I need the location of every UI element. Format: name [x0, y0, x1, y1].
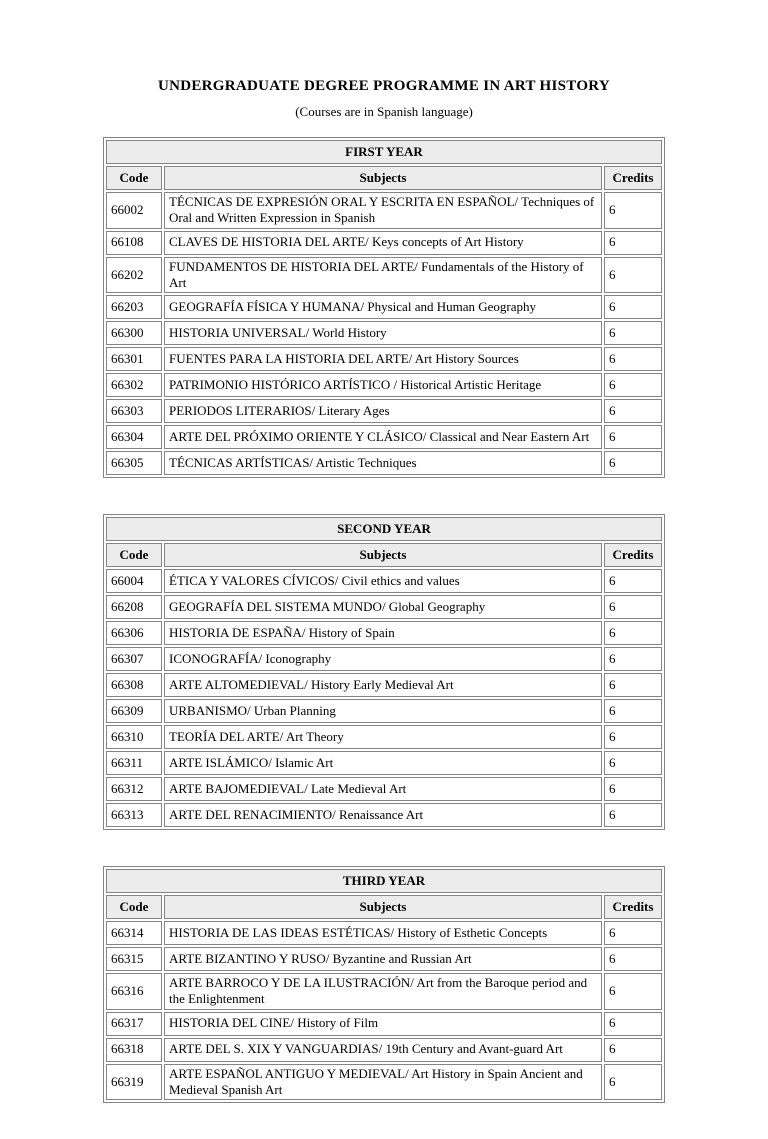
table-row	[106, 1038, 662, 1062]
year-title-row	[106, 517, 662, 541]
table-row	[106, 347, 662, 371]
code-cell: 66312	[106, 777, 162, 801]
credits-cell: 6	[604, 647, 662, 671]
code-cell: 66004	[106, 569, 162, 593]
column-header-row	[106, 895, 662, 919]
code-cell: 66301	[106, 347, 162, 371]
credits-cell: 6	[604, 673, 662, 697]
page-title: UNDERGRADUATE DEGREE PROGRAMME IN ART HISTORY	[157, 78, 611, 94]
table-row	[106, 699, 662, 723]
code-cell: 66300	[106, 321, 162, 345]
credits-cell: 6	[604, 399, 662, 423]
table-row	[106, 621, 662, 645]
credits-cell: 6	[604, 921, 662, 945]
code-cell: 66316	[106, 973, 162, 1010]
year-title-row	[106, 869, 662, 893]
subject-cell: PATRIMONIO HISTÓRICO ARTÍSTICO / Historical Artistic Heritage	[164, 373, 602, 397]
table-row	[106, 595, 662, 619]
column-header-subjects: Subjects	[164, 543, 602, 567]
subject-cell: ICONOGRAFÍA/ Iconography	[164, 647, 602, 671]
credits-cell: 6	[604, 973, 662, 1010]
column-header-subjects: Subjects	[164, 166, 602, 190]
code-cell: 66208	[106, 595, 162, 619]
year-title-row	[106, 140, 662, 164]
tables-container	[103, 137, 665, 1103]
table-title-first-year: FIRST YEAR	[106, 140, 662, 164]
column-header-credits: Credits	[604, 166, 662, 190]
table-row	[106, 373, 662, 397]
credits-cell: 6	[604, 257, 662, 294]
credits-cell: 6	[604, 192, 662, 229]
table-row	[106, 921, 662, 945]
subject-cell: ARTE ISLÁMICO/ Islamic Art	[164, 751, 602, 775]
credits-cell: 6	[604, 777, 662, 801]
subject-cell: URBANISMO/ Urban Planning	[164, 699, 602, 723]
table-row	[106, 425, 662, 449]
code-cell: 66318	[106, 1038, 162, 1062]
subject-cell: CLAVES DE HISTORIA DEL ARTE/ Keys concepts of Art History	[164, 231, 602, 255]
subject-cell: FUENTES PARA LA HISTORIA DEL ARTE/ Art History Sources	[164, 347, 602, 371]
code-cell: 66314	[106, 921, 162, 945]
credits-cell: 6	[604, 699, 662, 723]
table-row	[106, 777, 662, 801]
code-cell: 66308	[106, 673, 162, 697]
table-row	[106, 1012, 662, 1036]
credits-cell: 6	[604, 1038, 662, 1062]
subject-cell: ARTE BAJOMEDIEVAL/ Late Medieval Art	[164, 777, 602, 801]
column-header-row	[106, 543, 662, 567]
table-row	[106, 947, 662, 971]
course-table-third-year	[103, 866, 665, 1103]
credits-cell: 6	[604, 425, 662, 449]
code-cell: 66310	[106, 725, 162, 749]
credits-cell: 6	[604, 947, 662, 971]
subject-cell: ARTE DEL S. XIX Y VANGUARDIAS/ 19th Century and Avant-guard Art	[164, 1038, 602, 1062]
code-cell: 66002	[106, 192, 162, 229]
credits-cell: 6	[604, 751, 662, 775]
subject-cell: ÉTICA Y VALORES CÍVICOS/ Civil ethics and values	[164, 569, 602, 593]
table-row	[106, 321, 662, 345]
table-row	[106, 257, 662, 294]
subject-cell: GEOGRAFÍA FÍSICA Y HUMANA/ Physical and Human Geography	[164, 295, 602, 319]
subject-cell: ARTE DEL PRÓXIMO ORIENTE Y CLÁSICO/ Classical and Near Eastern Art	[164, 425, 602, 449]
table-row	[106, 192, 662, 229]
subject-cell: HISTORIA DEL CINE/ History of Film	[164, 1012, 602, 1036]
credits-cell: 6	[604, 347, 662, 371]
subject-cell: GEOGRAFÍA DEL SISTEMA MUNDO/ Global Geography	[164, 595, 602, 619]
table-title-third-year: THIRD YEAR	[106, 869, 662, 893]
column-header-row	[106, 166, 662, 190]
column-header-code: Code	[106, 543, 162, 567]
credits-cell: 6	[604, 231, 662, 255]
subject-cell: HISTORIA UNIVERSAL/ World History	[164, 321, 602, 345]
code-cell: 66311	[106, 751, 162, 775]
code-cell: 66304	[106, 425, 162, 449]
column-header-code: Code	[106, 895, 162, 919]
code-cell: 66303	[106, 399, 162, 423]
credits-cell: 6	[604, 595, 662, 619]
table-row	[106, 751, 662, 775]
code-cell: 66302	[106, 373, 162, 397]
code-cell: 66305	[106, 451, 162, 475]
table-row	[106, 973, 662, 1010]
table-row	[106, 569, 662, 593]
column-header-credits: Credits	[604, 543, 662, 567]
subject-cell: HISTORIA DE ESPAÑA/ History of Spain	[164, 621, 602, 645]
subject-cell: FUNDAMENTOS DE HISTORIA DEL ARTE/ Fundamentals of the History of Art	[164, 257, 602, 294]
course-table-second-year	[103, 514, 665, 830]
code-cell: 66203	[106, 295, 162, 319]
table-row	[106, 673, 662, 697]
column-header-credits: Credits	[604, 895, 662, 919]
subject-cell: PERIODOS LITERARIOS/ Literary Ages	[164, 399, 602, 423]
credits-cell: 6	[604, 1012, 662, 1036]
credits-cell: 6	[604, 321, 662, 345]
credits-cell: 6	[604, 621, 662, 645]
table-title-second-year: SECOND YEAR	[106, 517, 662, 541]
subject-cell: ARTE BIZANTINO Y RUSO/ Byzantine and Russian Art	[164, 947, 602, 971]
table-row	[106, 451, 662, 475]
code-cell: 66307	[106, 647, 162, 671]
code-cell: 66315	[106, 947, 162, 971]
credits-cell: 6	[604, 451, 662, 475]
credits-cell: 6	[604, 569, 662, 593]
table-row	[106, 231, 662, 255]
table-row	[106, 1064, 662, 1101]
subject-cell: TÉCNICAS ARTÍSTICAS/ Artistic Techniques	[164, 451, 602, 475]
subject-cell: ARTE ESPAÑOL ANTIGUO Y MEDIEVAL/ Art History in Spain Ancient and Medieval Spanish Art	[164, 1064, 602, 1101]
credits-cell: 6	[604, 725, 662, 749]
subject-cell: ARTE ALTOMEDIEVAL/ History Early Medieval Art	[164, 673, 602, 697]
credits-cell: 6	[604, 373, 662, 397]
column-header-code: Code	[106, 166, 162, 190]
table-row	[106, 399, 662, 423]
table-row	[106, 725, 662, 749]
code-cell: 66108	[106, 231, 162, 255]
code-cell: 66202	[106, 257, 162, 294]
table-row	[106, 295, 662, 319]
table-row	[106, 647, 662, 671]
code-cell: 66306	[106, 621, 162, 645]
code-cell: 66313	[106, 803, 162, 827]
table-row	[106, 803, 662, 827]
course-table-first-year	[103, 137, 665, 478]
page-subtitle: (Courses are in Spanish language)	[295, 104, 473, 119]
credits-cell: 6	[604, 803, 662, 827]
code-cell: 66309	[106, 699, 162, 723]
code-cell: 66317	[106, 1012, 162, 1036]
subject-cell: ARTE DEL RENACIMIENTO/ Renaissance Art	[164, 803, 602, 827]
subject-cell: HISTORIA DE LAS IDEAS ESTÉTICAS/ History of Esthetic Concepts	[164, 921, 602, 945]
credits-cell: 6	[604, 1064, 662, 1101]
code-cell: 66319	[106, 1064, 162, 1101]
subject-cell: ARTE BARROCO Y DE LA ILUSTRACIÓN/ Art from the Baroque period and the Enlightenment	[164, 973, 602, 1010]
credits-cell: 6	[604, 295, 662, 319]
subject-cell: TÉCNICAS DE EXPRESIÓN ORAL Y ESCRITA EN ESPAÑOL/ Techniques of Oral and Written Expression in Spanish	[164, 192, 602, 229]
column-header-subjects: Subjects	[164, 895, 602, 919]
subject-cell: TEORÍA DEL ARTE/ Art Theory	[164, 725, 602, 749]
